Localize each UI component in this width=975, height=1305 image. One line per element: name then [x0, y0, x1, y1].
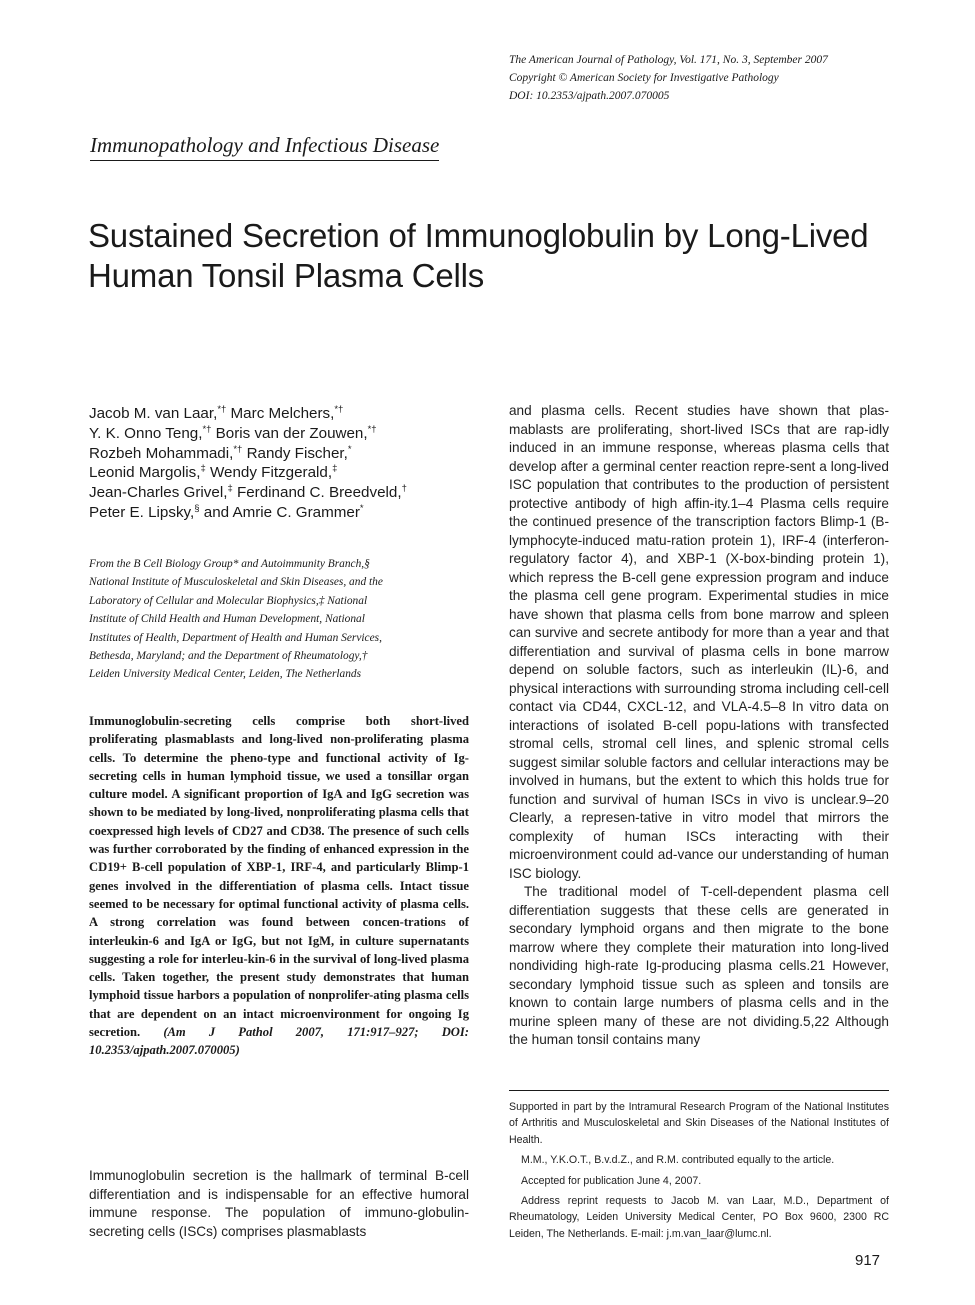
- author-line: Leonid Margolis,‡ Wendy Fitzgerald,‡: [89, 463, 338, 482]
- journal-doi-line: DOI: 10.2353/ajpath.2007.070005: [509, 90, 670, 102]
- abstract: [89, 712, 469, 1060]
- affiliation-line: Bethesda, Maryland; and the Department of Rheumatology,†: [89, 650, 368, 663]
- footnote-address: Address reprint requests to Jacob M. van Laar, M.D., Department of Rheumatology, Leiden University Medical Center, PO Box 9600, 2300 RC Leiden, The Netherlands. E-mail: j.m.van_laar@lumc.nl.: [509, 1195, 889, 1240]
- footnote-accepted: Accepted for publication June 4, 2007.: [521, 1174, 702, 1187]
- author-line: Y. K. Onno Teng,*† Boris van der Zouwen,*†: [89, 423, 377, 442]
- journal-copyright-line: Copyright © American Society for Investigative Pathology: [509, 72, 779, 84]
- affiliation-line: National Institute of Musculoskeletal and Skin Diseases, and the: [89, 576, 383, 589]
- abstract-citation: (Am J Pathol 2007, 171:917–927; DOI: 10.2353/ajpath.2007.070005): [89, 1025, 469, 1058]
- intro-paragraph: Immunoglobulin secretion is the hallmark of terminal B-cell differentiation and is indispensable for an effective humoral immune response. The population of immuno-globulin-secreting cells (ISCs) comprises plasmablasts: [89, 1168, 469, 1239]
- author-line: Peter E. Lipsky,§ and Amrie C. Grammer*: [89, 502, 364, 521]
- affiliations: [89, 555, 469, 684]
- affiliation-line: Institutes of Health, Department of Health and Human Services,: [89, 631, 382, 644]
- body-paragraph-1: and plasma cells. Recent studies have shown that plas-mablasts are proliferating, short-lived ISCs that are rap-idly induced in an immune response, whereas plasma cells that develop after a germinal center reaction repre-sent a long-lived ISC population that contributes to the production of persistent protective antibody of high affin-ity.1–4 Plasma cells require the continued presence of the transcription factors Blimp-1 (B-lymphocyte-induced matu-ration protein 1), IRF-4 (interferon-regulatory factor 4), and XBP-1 (X-box-binding protein 1), which repress the B-cell gene expression program and induce the plasma cell gene program. Experimental studies in mice have shown that plasma cells from bone marrow and spleen can survive and secrete antibody for more than a year and that differentiation and survival of plasma cells in bone marrow depend on soluble factors, such as interleukin (IL)-6, and physical interactions with surrounding stroma including cell-cell contact via CD44, CXCL-12, and VLA-4.5–8 In vitro data on interactions of isolated B-cell popu-lations with transfected stromal cells, stromal cell lines, and splenic stromal cells suggest similar soluble factors and cellular interactions may be involved in humans, but the extent to which this holds true for function and survival of human ISCs in vivo is unclear.9–20 Clearly, a represen-tative in vitro model that mirrors the complexity of human ISCs interacting with their microenvironment could ad-vance our understanding of human ISC biology.: [509, 403, 889, 881]
- journal-volume-line: The American Journal of Pathology, Vol. 171, No. 3, September 2007: [509, 54, 828, 66]
- affiliation-line: Laboratory of Cellular and Molecular Biophysics,‡ National: [89, 594, 368, 607]
- footnote-support: Supported in part by the Intramural Research Program of the National Institutes of Arthritis and Musculoskeletal and Skin Diseases of the National Institutes of Health.: [509, 1101, 889, 1146]
- author-list: [89, 404, 489, 523]
- author-line: Jean-Charles Grivel,‡ Ferdinand C. Breedveld,†: [89, 483, 407, 502]
- page-number: 917: [855, 1252, 881, 1269]
- author-line: Jacob M. van Laar,*† Marc Melchers,*†: [89, 403, 344, 422]
- footnotes: [509, 1099, 889, 1246]
- author-line: Rozbeh Mohammadi,*† Randy Fischer,*: [89, 443, 352, 462]
- article-title: Sustained Secretion of Immunoglobulin by Long-Lived Human Tonsil Plasma Cells: [88, 217, 869, 294]
- abstract-text: Immunoglobulin-secreting cells comprise both short-lived proliferating plasmablasts and long-lived non-proliferating plasma cells. To determine the pheno-type and functional activity of Ig-secreting cells in human lymphoid tissue, we used a tonsillar organ culture model. A significant proportion of IgA and IgG secretion was shown to be mediated by long-lived, nonproliferating plasma cells that coexpressed high levels of CD27 and CD38. The presence of such cells was further corroborated by the finding of enhanced expression in the CD19+ B-cell population of XBP-1, IRF-4, and particularly Blimp-1 genes involved in the differentiation of plasma cells. Intact tissue seemed to be necessary for optimal functional activity of plasma cells. A strong correlation was found between concen-trations of interleukin-6 and IgA or IgG, but not IgM, in culture supernatants suggesting a role for interleu-kin-6 in the survival of long-lived plasma cells. Taken together, the present study demonstrates that human lymphoid tissue harbors a population of nonprolifer-ating plasma cells that are dependent on an intact microenvironment for ongoing Ig secretion.: [89, 714, 469, 1040]
- footnote-equal-contribution: M.M., Y.K.O.T., B.v.d.Z., and R.M. contributed equally to the article.: [521, 1154, 835, 1167]
- footnote-divider: [509, 1090, 889, 1091]
- journal-citation: [509, 51, 929, 105]
- affiliation-line: From the B Cell Biology Group* and Autoimmunity Branch,§: [89, 558, 370, 570]
- right-column-body: [509, 402, 889, 1050]
- section-heading: Immunopathology and Infectious Disease: [90, 131, 439, 161]
- affiliation-line: Leiden University Medical Center, Leiden, The Netherlands: [89, 668, 362, 681]
- affiliation-line: Institute of Child Health and Human Development, National: [89, 613, 365, 626]
- body-paragraph-2: The traditional model of T-cell-dependent plasma cell differentiation suggests that these cells are generated in secondary lymphoid organs and then migrate to the bone marrow where they complete their maturation into long-lived nondividing high-rate Ig-producing plasma cells.21 However, secondary lymphoid tissue such as spleen and tonsils are known to contain large numbers of plasma cells and in the murine spleen many of these are not dividing.5,22 Although the human tonsil contains many: [509, 884, 889, 1047]
